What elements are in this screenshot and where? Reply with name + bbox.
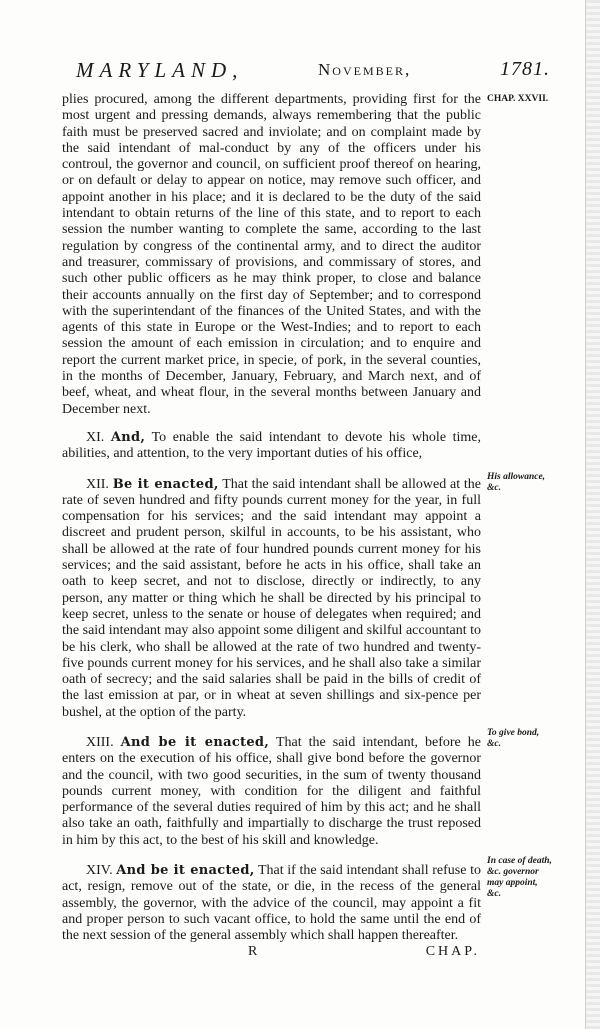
section-number: XIV.: [86, 863, 113, 879]
section-lead: And,: [110, 429, 146, 445]
section-text: That the said intendant shall be allowed at the rate of seven hundred and fifty pounds current money for the year, in full compensation for his services; and the said intendant may appoint a discreet and prudent person, skilful in accounts, to be his assistant, who shall be allowed at the rate of four hundred pounds current money for his services; and the said assistant, before he acts in his office, shall take an oath to keep secret, and not to disclose, directly or indirectly, to any person, any matter or thing which he shall be directed by his principal to keep secret, unless to the senate or house of delegates when required; and the said intendant may also appoint some diligent and skilful accountant to be his clerk, who shall be allowed at the rate of two hundred and twenty-five pounds current money for his services, and he shall also take a similar oath of secrecy; and the said salaries shall be paid in the bills of credit of the last emission at par, or in wheat at seven shillings and six-pence per bushel, at the option of the party.: [62, 476, 482, 720]
header-year: 1781.: [500, 58, 550, 80]
margin-note-bond: To give bond, &c.: [487, 728, 540, 749]
section-text: That if the said intendant shall refuse to act, resign, remove out of the state, or die, in the recess of the general assembly, the governor, with the advice of the council, may appoint a fit and proper person to such vacant office, to hold the same until the end of the next session of the general assembly which shall happen thereafter.: [62, 863, 481, 944]
section-lead: And be it enacted,: [120, 734, 270, 750]
section-text: To enable the said intendant to devote his whole time, abilities, and attention, to the very important duties of his office,: [62, 429, 482, 462]
section-xi: [62, 430, 481, 463]
paragraph-continuation: plies procured, among the different departments, providing first for the most urgent and pressing demands, always remembering that the public faith must be preserved sacred and inviolate; and on complaint made by the said intendant of mal-conduct by any of the officers under his controul, the governor and council, on sufficient proof thereof on hearing, or on default or delay to appear on notice, may remove such officer, and appoint another in his place; and it is declared to be the duty of the said intendant to obtain returns of the line of this state, and to report to each session the number wanting to complete the same, according to the last regulation by congress of the continental army, and to direct the auditor and treasurer, commissary of provisions, and commissary of stores, and such other public officers as he may think proper, to close and balance their accounts annually on the first day of September; and to correspond with the superintendant of the finances of the United States, and with the agents of this state in Europe or the West-Indies; and to report to each session the amount of each emission in circulation; and to enquire and report the current market price, in specie, of pork, in the several counties, in the months of December, January, February, and March next, and of beef, wheat, and wheat flour, in the several months between January and December next.: [62, 92, 481, 417]
catchword: CHAP.: [425, 944, 480, 959]
section-number: XIII.: [86, 734, 114, 750]
page-footer: [60, 944, 480, 964]
margin-note-death: In case of death, &c. governor may appoint, &c.: [487, 856, 552, 899]
section-lead: Be it enacted,: [112, 476, 219, 492]
margin-note-chapter: CHAP. XXVII.: [487, 94, 549, 104]
running-header: [60, 56, 550, 86]
page-edge: [585, 0, 600, 1029]
section-xiv: [62, 863, 481, 944]
section-xii: [62, 477, 481, 721]
header-title: MARYLAND,: [76, 58, 244, 82]
section-number: XI.: [86, 429, 105, 445]
section-xiii: [62, 735, 481, 849]
section-number: XII.: [86, 476, 109, 492]
margin-note-allowance: His allowance, &c.: [487, 472, 546, 493]
section-lead: And be it enacted,: [116, 863, 255, 879]
signature-mark: R: [248, 944, 258, 959]
header-month: November,: [318, 60, 412, 79]
section-text: That the said intendant, before he enters on the execution of his office, shall give bond before the governor and the council, with two good securities, in the sum of twenty thousand pounds current money, with condition for the diligent and faithful performance of the several duties required of him by this act; and he shall also take an oath, faithfully and impartially to discharge the trust reposed in him by this act, to the best of his skill and knowledge.: [62, 734, 482, 848]
body-text: [62, 92, 481, 945]
